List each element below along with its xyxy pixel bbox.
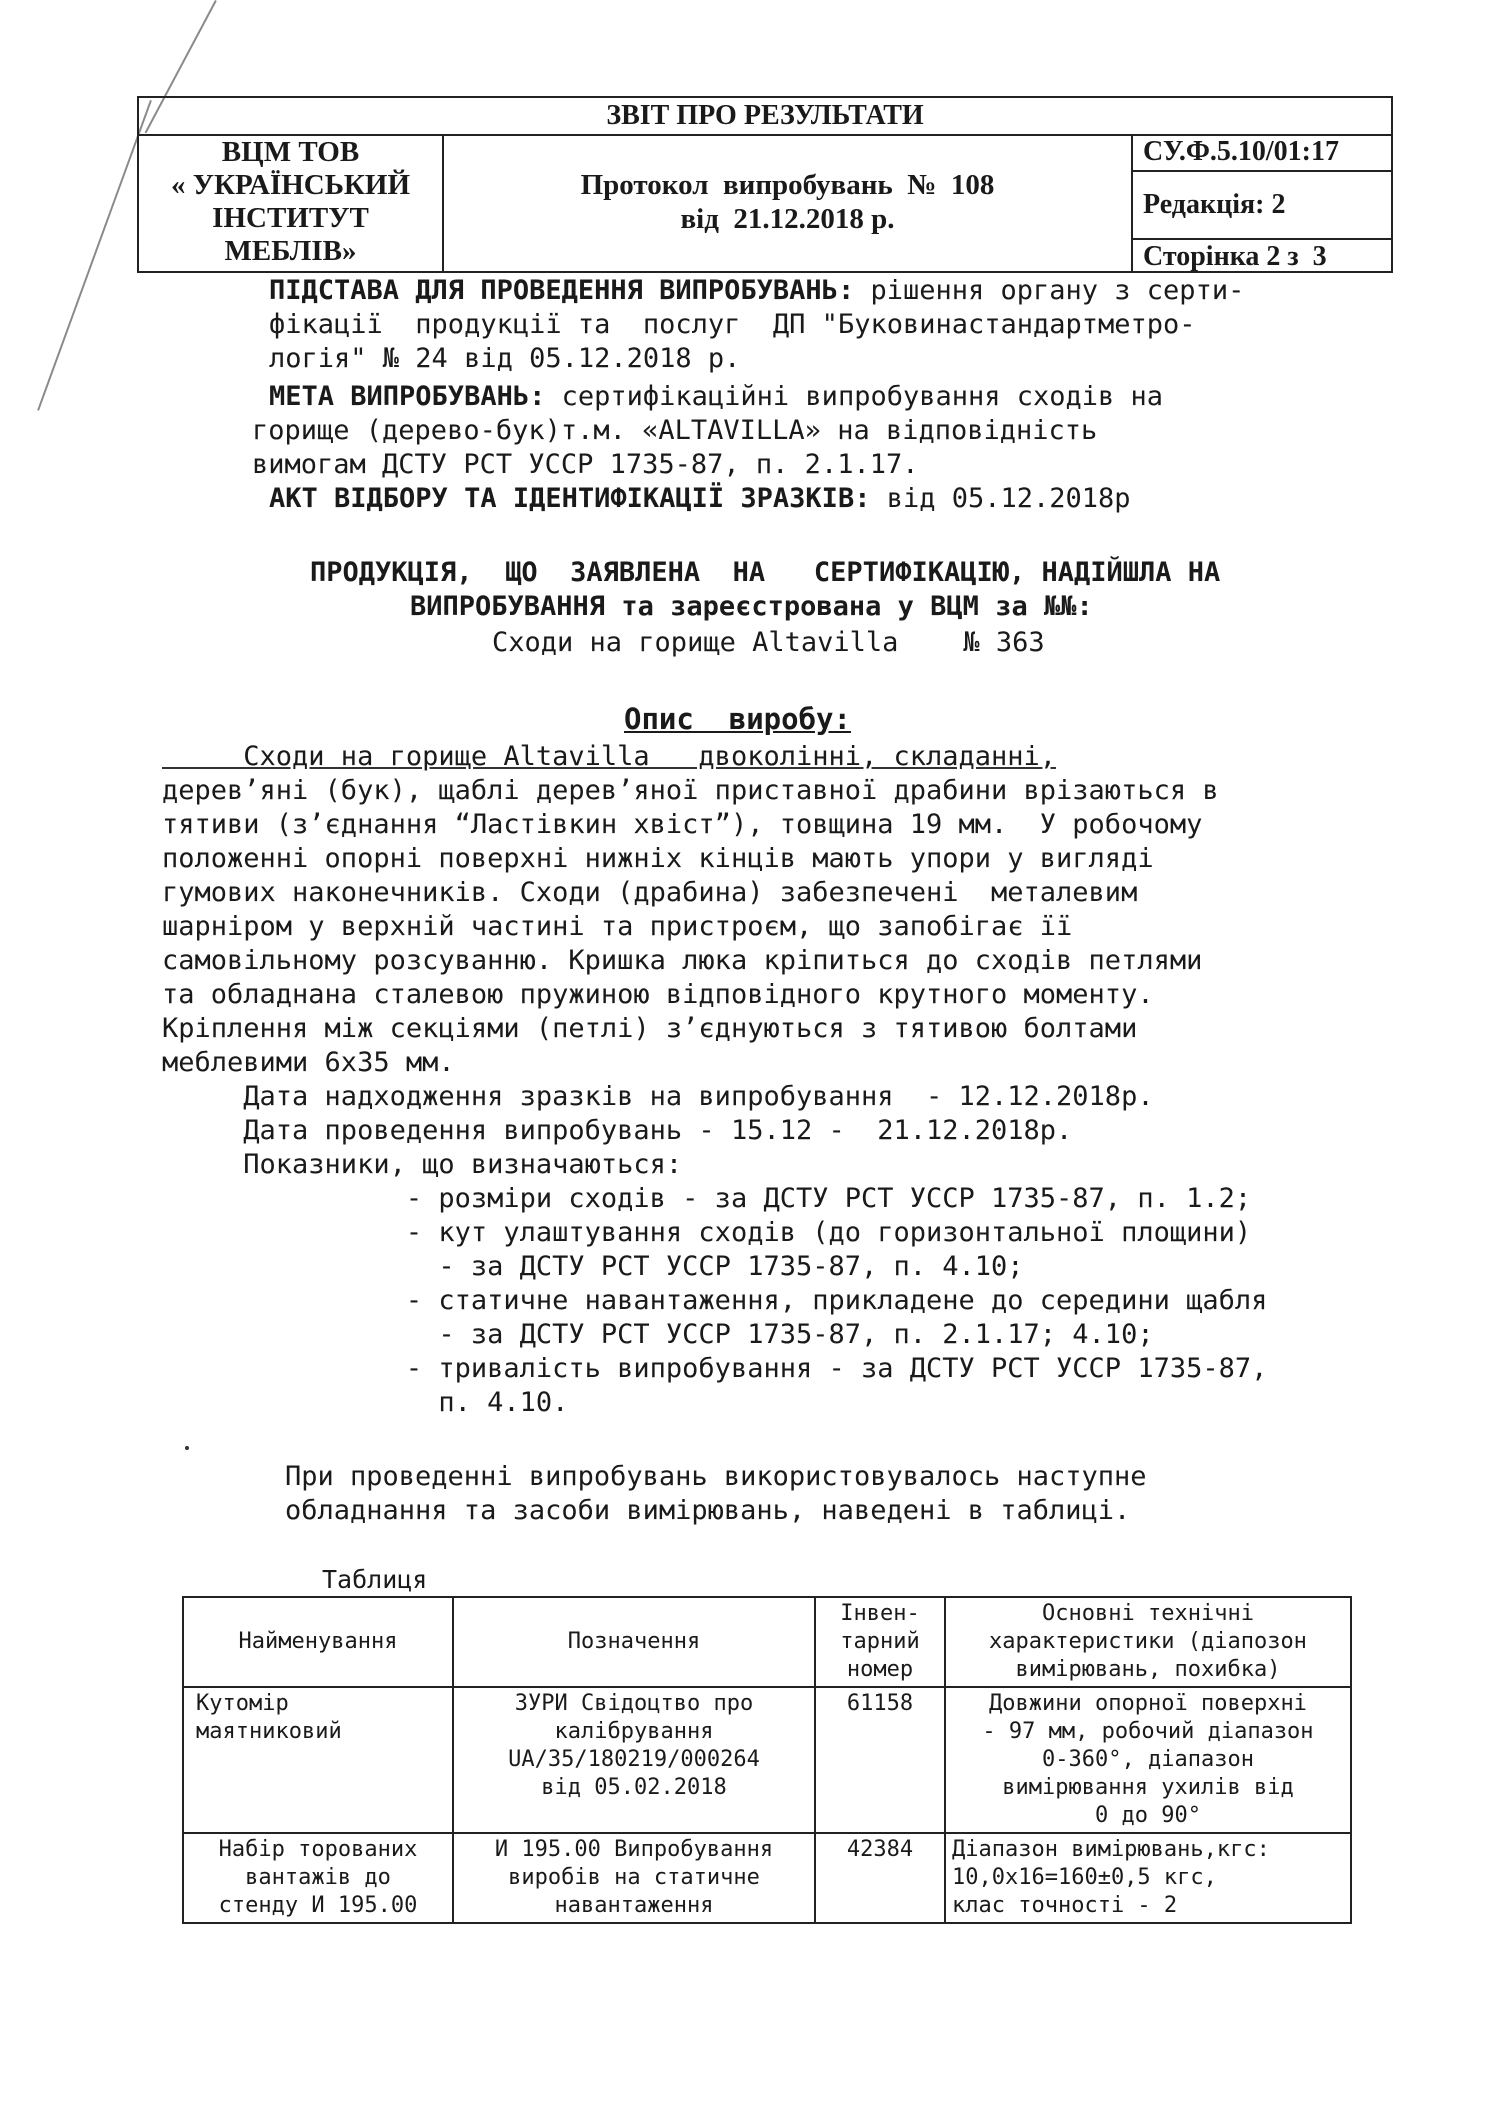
header-name: Найменування: [183, 1597, 453, 1687]
form-code: СУ.Ф.5.10/01:17: [1133, 134, 1391, 172]
organization-name: [139, 134, 444, 271]
equipment-intro-1: При проведенні випробувань використовувалось наступне: [285, 1461, 1147, 1492]
protocol-info: [444, 134, 1133, 271]
report-title: ЗВІТ ПРО РЕЗУЛЬТАТИ: [139, 98, 1391, 136]
description-line: Дата проведення випробувань - 15.12 - 21.12.2018р.: [162, 1115, 1073, 1146]
edition: Редакція: 2: [1133, 172, 1391, 240]
equipment-table: [182, 1596, 1352, 1924]
description-line: Показники, що визначаються:: [162, 1149, 683, 1180]
product-heading-1: ПРОДУКЦІЯ, ЩО ЗАЯВЛЕНА НА СЕРТИФІКАЦІЮ, НАДІЙШЛА НА: [310, 557, 1221, 588]
cell-inventory: 61158: [815, 1687, 945, 1833]
basis-line-1: [269, 274, 1244, 308]
org-line: ВЦМ ТОВ: [221, 136, 360, 168]
equipment-intro-2: обладнання та засоби вимірювань, наведені в таблиці.: [285, 1495, 1131, 1526]
description-line: - кут улаштування сходів (до горизонтальної площини): [162, 1217, 1252, 1248]
act-value: від 05.12.2018р: [870, 483, 1131, 514]
product-heading-2: ВИПРОБУВАННЯ та зареєстрована у ВЦМ за №№:: [410, 591, 1093, 622]
description-line: - статичне навантаження, прикладене до середини щабля: [162, 1285, 1268, 1316]
table-caption: Таблиця: [322, 1565, 428, 1594]
basis-line-3: логія" № 24 від 05.12.2018 р.: [269, 343, 741, 374]
purpose-line-2: горище (дерево-бук)т.м. «ALTAVILLA» на відповідність: [252, 415, 1098, 446]
table-row: [183, 1687, 1351, 1833]
cell-characteristics: Діапазон вимірювань,кгс: 10,0х16=160±0,5 кгс, клас точності - 2: [945, 1833, 1351, 1923]
cell-name: Кутомір маятниковий: [183, 1687, 453, 1833]
description-line: Сходи на горище Altavilla двоколінні, складанні,: [162, 741, 1057, 772]
basis-text: рішення органу з серти-: [854, 275, 1245, 306]
cell-name: Набір торованих вантажів до стенду И 195.00: [183, 1833, 453, 1923]
description-line: тятиви (з’єднання “Ластівкин хвіст”), товщина 19 мм. У робочому: [162, 809, 1203, 840]
org-line: МЕБЛІВ»: [224, 235, 357, 267]
page-number: Сторінка 2 з 3: [1143, 241, 1327, 272]
header-inventory: Інвен- тарний номер: [815, 1597, 945, 1687]
purpose-line-1: [269, 380, 1163, 414]
cell-characteristics: Довжини опорної поверхні - 97 мм, робочий діапазон 0-360°, діапазон вимірювання ухилів від 0 до 90°: [945, 1687, 1351, 1833]
cell-inventory: 42384: [815, 1833, 945, 1923]
header-designation: Позначення: [453, 1597, 815, 1687]
description-line: положенні опорні поверхні нижніх кінців мають упори у вигляді: [162, 843, 1154, 874]
description-line: Дата надходження зразків на випробування - 12.12.2018р.: [162, 1081, 1154, 1112]
cell-designation: ЗУРИ Свідоцтво про калібрування UA/35/180219/000264 від 05.02.2018: [453, 1687, 815, 1833]
description-line: шарніром у верхній частині та пристроєм, що запобігає її: [162, 911, 1073, 942]
description-body: [162, 740, 1267, 1420]
description-line: Кріплення між секціями (петлі) з’єднуються з тятивою болтами: [162, 1013, 1138, 1044]
description-line: - за ДСТУ РСТ УССР 1735-87, п. 4.10;: [162, 1251, 1024, 1282]
org-line: « УКРАЇНСЬКИЙ: [170, 169, 411, 201]
table-header-row: [183, 1597, 1351, 1687]
purpose-line-3: вимогам ДСТУ РСТ УССР 1735-87, п. 2.1.17.: [252, 449, 919, 480]
description-line: - тривалість випробування - за ДСТУ РСТ УССР 1735-87,: [162, 1353, 1268, 1384]
cell-designation: И 195.00 Випробування виробів на статичне навантаження: [453, 1833, 815, 1923]
table-row: [183, 1833, 1351, 1923]
protocol-number: Протокол випробувань № 108: [580, 169, 995, 201]
description-line: п. 4.10.: [162, 1387, 569, 1418]
description-heading: Опис виробу:: [624, 702, 851, 736]
purpose-label: МЕТА ВИПРОБУВАНЬ:: [269, 381, 546, 412]
description-line: гумових наконечників. Сходи (драбина) забезпечені металевим: [162, 877, 1138, 908]
scan-edge-line: [37, 100, 152, 411]
description-line: - за ДСТУ РСТ УССР 1735-87, п. 2.1.17; 4.10;: [162, 1319, 1154, 1350]
header-characteristics: Основні технічні характеристики (діапозон вимірювань, похибка): [945, 1597, 1351, 1687]
description-line: та обладнана сталевою пружиною відповідного крутного моменту.: [162, 979, 1154, 1010]
act-label: АКТ ВІДБОРУ ТА ІДЕНТИФІКАЦІЇ ЗРАЗКІВ:: [269, 483, 871, 514]
sampling-act: [269, 482, 1131, 516]
description-line: самовільному розсуванню. Кришка люка кріпиться до сходів петлями: [162, 945, 1203, 976]
basis-line-2: фікації продукції та послуг ДП "Буковинастандартметро-: [269, 309, 1196, 340]
description-line: - розміри сходів - за ДСТУ РСТ УССР 1735-87, п. 1.2;: [162, 1183, 1252, 1214]
org-line: ІНСТИТУТ: [212, 202, 369, 234]
purpose-text: сертифікаційні випробування сходів на: [545, 381, 1164, 412]
protocol-date: від 21.12.2018 р.: [680, 203, 895, 235]
report-header: [137, 96, 1393, 273]
basis-label: ПІДСТАВА ДЛЯ ПРОВЕДЕННЯ ВИПРОБУВАНЬ:: [269, 275, 855, 306]
product-name: Сходи на горище Altavilla № 363: [492, 627, 1045, 658]
scan-dot: [185, 1446, 189, 1450]
description-line: меблевими 6х35 мм.: [162, 1047, 455, 1078]
description-line: дерев’яні (бук), щаблі дерев’яної приставної драбини врізаються в: [162, 775, 1219, 806]
